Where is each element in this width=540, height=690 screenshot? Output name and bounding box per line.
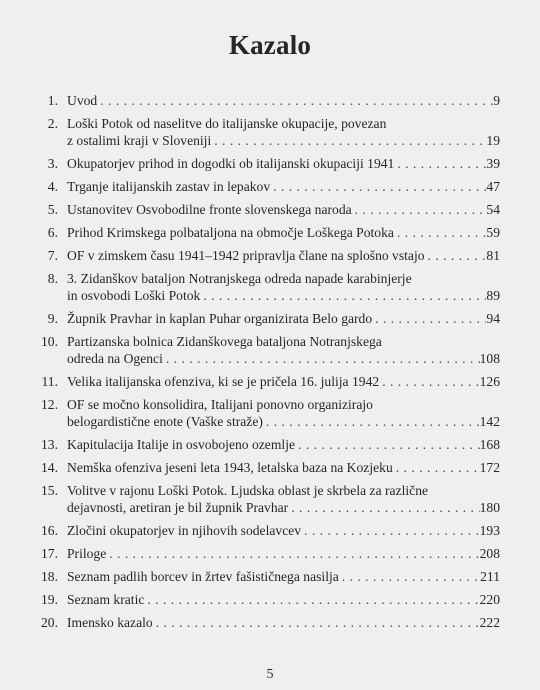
toc-entry-page: 208: [479, 546, 500, 561]
dot-leader: [372, 310, 486, 327]
dot-leader: [295, 436, 480, 453]
toc-entry-page: 54: [486, 202, 500, 217]
toc-entry-number: 8.: [47, 271, 58, 286]
toc-entry-title: Okupatorjev prihod in dogodki ob italijanski okupaciji 1941: [67, 156, 395, 171]
dot-leader: [288, 499, 479, 516]
toc-entry-title: z ostalimi kraji v Sloveniji: [67, 133, 212, 148]
toc-entry-number: 15.: [41, 483, 58, 498]
toc-entry: [30, 482, 500, 516]
toc-entry-number: 9.: [47, 311, 58, 326]
toc-entry-title: Seznam padlih borcev in žrtev fašističnega nasilja: [67, 569, 339, 584]
toc-entry: [30, 201, 500, 218]
toc-entry: [30, 373, 500, 390]
toc-entry-title: Volitve v rajonu Loški Potok. Ljudska oblast je skrbela za različne: [67, 483, 429, 498]
toc-entry-number: 3.: [47, 156, 58, 171]
toc-entry-page: 47: [486, 179, 500, 194]
toc-entry-title: Župnik Pravhar in kaplan Puhar organizirata Belo gardo: [67, 311, 373, 326]
toc-entry-number: 5.: [47, 202, 58, 217]
toc-entry-number: 4.: [47, 179, 58, 194]
toc-entry-page: 126: [479, 374, 500, 389]
toc-entry-title: Seznam kratic: [67, 592, 145, 607]
toc-entry-page: 222: [479, 615, 500, 630]
toc-entry-page: 89: [486, 288, 500, 303]
toc-entry-number: 18.: [41, 569, 58, 584]
toc-entry-title: Prihod Krimskega polbataljona na območje Loškega Potoka: [67, 225, 394, 240]
dot-leader: [153, 614, 480, 631]
toc-entry-number: 20.: [41, 615, 58, 630]
dot-leader: [393, 459, 480, 476]
dot-leader: [379, 373, 479, 390]
toc-entry-number: 6.: [47, 225, 58, 240]
dot-leader: [394, 155, 486, 172]
dot-leader: [394, 224, 486, 241]
dot-leader: [97, 92, 493, 109]
toc-entry-title: Kapitulacija Italije in osvobojeno ozemlje: [67, 437, 296, 452]
page-number: 5: [266, 667, 274, 682]
toc-entry-number: 13.: [41, 437, 58, 452]
toc-entry-page: 81: [486, 248, 500, 263]
toc-entry-number: 1.: [47, 93, 58, 108]
toc-entry-number: 17.: [41, 546, 58, 561]
toc-entry-title: Ustanovitev Osvobodilne fronte slovenskega naroda: [67, 202, 352, 217]
toc-entry: [30, 270, 500, 304]
dot-leader: [352, 201, 487, 218]
toc-entry-title: OF se močno konsolidira, Italijani ponovno organizirajo: [67, 397, 373, 412]
toc-entry: [30, 178, 500, 195]
toc-entry: [30, 436, 500, 453]
toc-entry-page: 142: [479, 414, 500, 429]
toc-entry-page: 220: [479, 592, 500, 607]
dot-leader: [200, 287, 486, 304]
toc-entry-page: 168: [479, 437, 500, 452]
toc-entry-title: Priloge: [67, 546, 107, 561]
toc-entry-number: 10.: [41, 334, 58, 349]
toc-entry-page: 59: [486, 225, 500, 240]
toc-entry: [30, 614, 500, 631]
toc-entry-number: 7.: [47, 248, 58, 263]
toc-entry-title: OF v zimskem času 1941–1942 pripravlja člane na splošno vstajo: [67, 248, 425, 263]
dot-leader: [144, 591, 479, 608]
toc-entry-title: dejavnosti, aretiran je bil župnik Pravhar: [67, 500, 289, 515]
toc-entry-number: 16.: [41, 523, 58, 538]
toc-entry: [30, 568, 500, 585]
toc-entry: [30, 396, 500, 430]
table-of-contents: [30, 92, 500, 631]
toc-entry-page: 94: [486, 311, 500, 326]
toc-entry-number: 19.: [41, 592, 58, 607]
toc-entry: [30, 310, 500, 327]
toc-entry: [30, 247, 500, 264]
toc-entry-title: odreda na Ogenci: [67, 351, 163, 366]
toc-entry-page: 39: [486, 156, 500, 171]
toc-entry-page: 193: [479, 523, 500, 538]
toc-entry-page: 19: [486, 133, 500, 148]
toc-entry-title: Loški Potok od naselitve do italijanske okupacije, povezan: [67, 116, 387, 131]
toc-entry: [30, 92, 500, 109]
toc-entry-title: Nemška ofenziva jeseni leta 1943, letalska baza na Kozjeku: [67, 460, 393, 475]
toc-entry-title: Velika italijanska ofenziva, ki se je pričela 16. julija 1942: [67, 374, 380, 389]
toc-entry-page: 172: [479, 460, 500, 475]
dot-leader: [339, 568, 480, 585]
toc-entry: [30, 155, 500, 172]
toc-entry-number: 14.: [41, 460, 58, 475]
toc-entry: [30, 591, 500, 608]
toc-entry: [30, 522, 500, 539]
toc-entry: [30, 333, 500, 367]
toc-entry: [30, 224, 500, 241]
toc-entry-page: 9: [493, 93, 500, 108]
toc-entry-title: in osvobodi Loški Potok: [67, 288, 201, 303]
dot-leader: [263, 413, 480, 430]
toc-entry-title: belogardistične enote (Vaške straže): [67, 414, 263, 429]
toc-entry-title: 3. Zidanškov bataljon Notranjskega odreda napade karabinjerje: [67, 271, 412, 286]
dot-leader: [425, 247, 487, 264]
toc-entry: [30, 459, 500, 476]
dot-leader: [211, 132, 486, 149]
dot-leader: [106, 545, 479, 562]
toc-entry-page: 180: [479, 500, 500, 515]
dot-leader: [163, 350, 480, 367]
toc-entry-title: Trganje italijanskih zastav in lepakov: [67, 179, 271, 194]
toc-entry-title: Uvod: [67, 93, 98, 108]
toc-entry-number: 11.: [41, 374, 58, 389]
page-title: Kazalo: [228, 30, 312, 60]
toc-entry-title: Imensko kazalo: [67, 615, 153, 630]
toc-entry: [30, 545, 500, 562]
toc-entry-number: 2.: [47, 116, 58, 131]
toc-entry: [30, 115, 500, 149]
toc-entry-number: 12.: [41, 397, 58, 412]
toc-entry-title: Zločini okupatorjev in njihovih sodelavcev: [67, 523, 302, 538]
toc-entry-page: 108: [479, 351, 500, 366]
dot-leader: [270, 178, 486, 195]
toc-entry-page: 211: [480, 569, 500, 584]
toc-entry-title: Partizanska bolnica Zidanškovega bataljona Notranjskega: [67, 334, 382, 349]
dot-leader: [301, 522, 480, 539]
